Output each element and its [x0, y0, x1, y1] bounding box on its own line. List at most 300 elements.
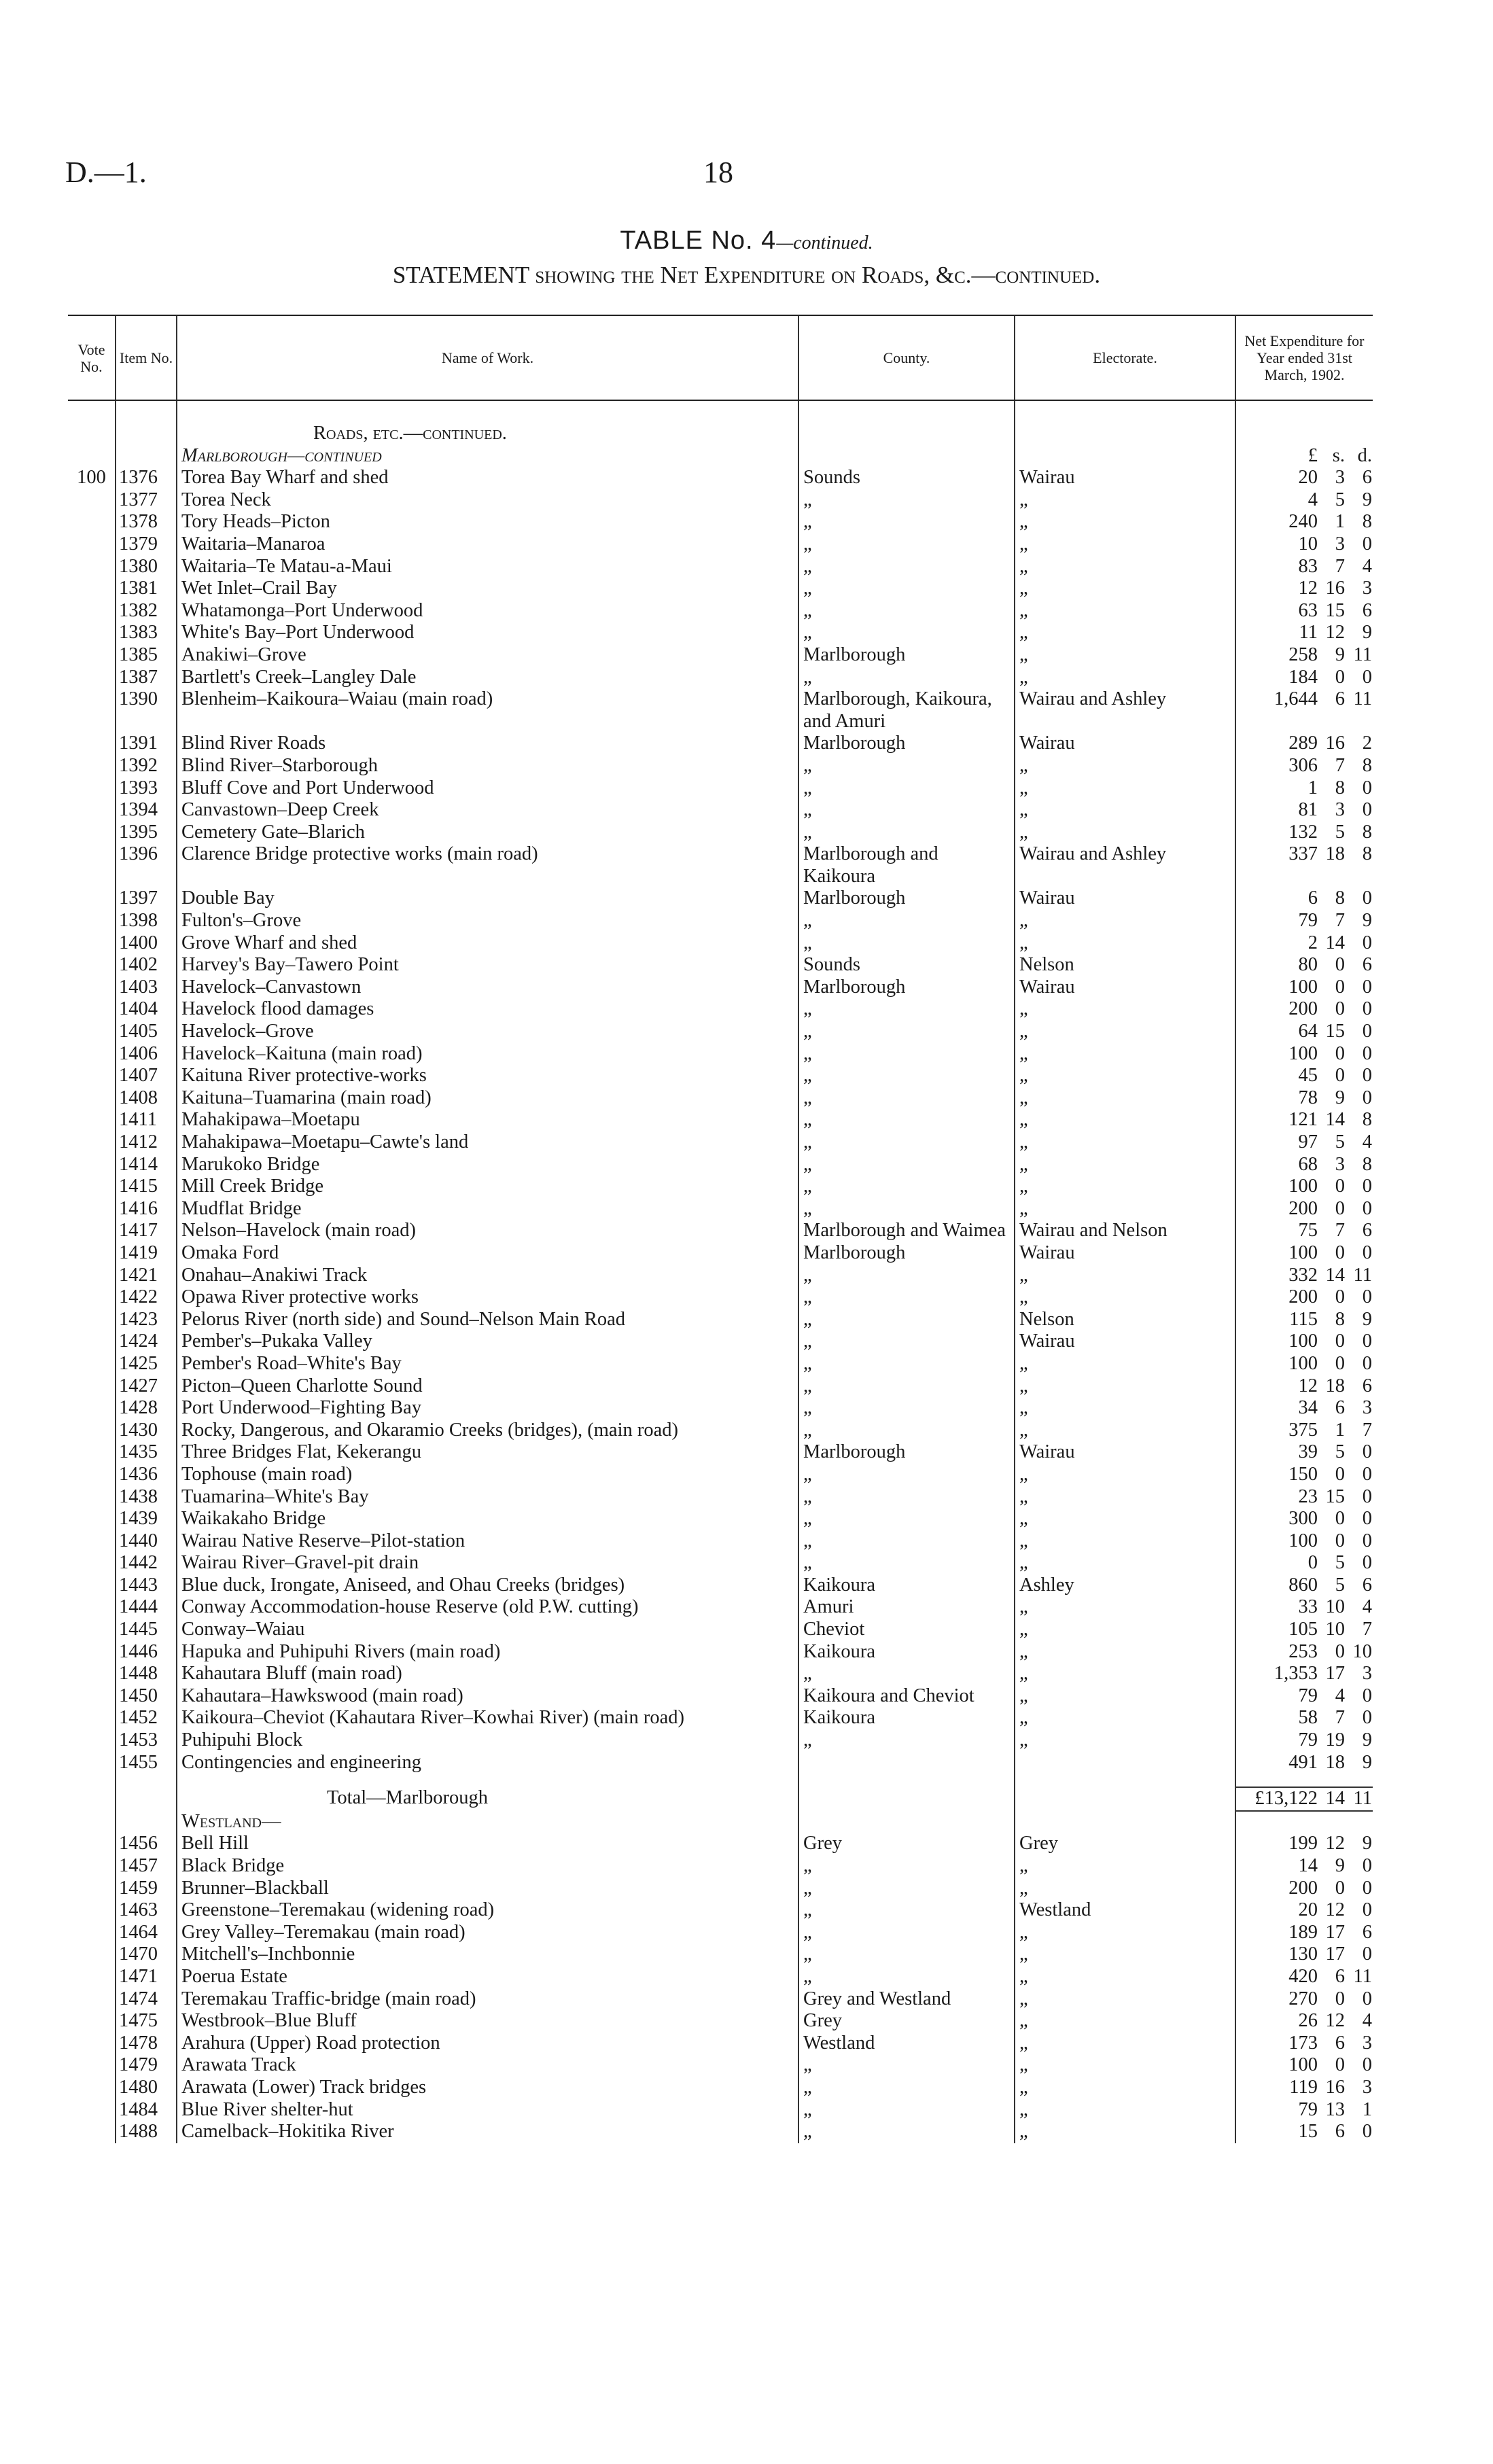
county-cell: „: [798, 1375, 1015, 1398]
work-name-cell: Wairau Native Reserve–Pilot-station: [177, 1530, 798, 1553]
electorate-cell: Wairau: [1015, 1331, 1235, 1353]
expenditure-cell: [1235, 1943, 1373, 1966]
pence-value: 11: [1353, 1965, 1372, 1987]
table-row: [68, 1265, 1373, 1287]
county-cell: Marlborough and Kaikoura: [798, 843, 1015, 887]
work-name-cell: Anakiwi–Grove: [177, 644, 798, 667]
table-row: [68, 467, 1373, 489]
electorate-cell: „: [1015, 1065, 1235, 1087]
vote-cell: [68, 998, 116, 1021]
county-cell: Kaikoura: [798, 1574, 1015, 1597]
item-number-cell: 1471: [116, 1966, 177, 1988]
shillings-value: 7: [1335, 1707, 1345, 1729]
shillings-value: 18: [1325, 1375, 1345, 1396]
county-cell: „: [798, 910, 1015, 932]
vote-cell: [68, 1087, 116, 1110]
pounds-value: 115: [1289, 1308, 1318, 1330]
work-name-cell: Kaituna River protective-works: [177, 1065, 798, 1087]
vote-cell: [68, 1021, 116, 1043]
shillings-value: 16: [1325, 733, 1345, 754]
county-cell: „: [798, 489, 1015, 512]
pounds-value: 1,644: [1274, 688, 1318, 710]
electorate-cell: „: [1015, 1176, 1235, 1198]
pence-value: 0: [1362, 799, 1372, 821]
pounds-value: 105: [1288, 1619, 1318, 1640]
vote-cell: [68, 954, 116, 976]
pence-value: 0: [1362, 2121, 1372, 2143]
pounds-value: 79: [1298, 2098, 1318, 2120]
expenditure-cell: [1235, 489, 1373, 512]
pounds-value: 11: [1299, 622, 1318, 644]
table-row: [68, 1286, 1373, 1309]
work-name-cell: Puhipuhi Block: [177, 1729, 798, 1752]
electorate-cell: Ashley: [1015, 1574, 1235, 1597]
expenditure-cell: [1235, 467, 1373, 489]
county-cell: „: [798, 1131, 1015, 1154]
electorate-cell: „: [1015, 1943, 1235, 1966]
pence-value: 9: [1362, 1751, 1372, 1773]
vote-cell: [68, 1685, 116, 1708]
pence-value: 8: [1362, 511, 1372, 533]
pence-value: 0: [1362, 1530, 1372, 1551]
county-cell: „: [798, 1397, 1015, 1420]
expenditure-cell: [1235, 1508, 1373, 1530]
item-number-cell: 1440: [116, 1530, 177, 1553]
pence-value: 0: [1362, 1021, 1372, 1042]
section-heading-roads: Roads, etc.—continued.: [177, 423, 798, 445]
table-row: [68, 2121, 1373, 2143]
pounds-value: 6: [1307, 887, 1318, 909]
pence-value: 3: [1362, 2032, 1372, 2054]
shillings-value: 8: [1335, 777, 1345, 798]
pence-value: 9: [1362, 489, 1372, 510]
work-name-cell: Omaka Ford: [177, 1242, 798, 1265]
electorate-cell: Wairau and Ashley: [1015, 688, 1235, 733]
item-number-cell: 1416: [116, 1198, 177, 1220]
pence-value: 1: [1362, 2098, 1372, 2120]
table-row: [68, 932, 1373, 955]
item-number-cell: 1398: [116, 910, 177, 932]
expenditure-cell: [1235, 1065, 1373, 1087]
pence-value: 11: [1353, 688, 1372, 710]
pounds-value: 240: [1288, 511, 1318, 533]
shillings-value: 10: [1325, 1596, 1345, 1618]
table-row: [68, 1899, 1373, 1922]
pounds-value: 121: [1288, 1109, 1318, 1131]
table-row: [68, 2010, 1373, 2032]
expenditure-cell: [1235, 1397, 1373, 1420]
shillings-value: 0: [1335, 1877, 1345, 1899]
vote-cell: [68, 1375, 116, 1398]
electorate-cell: Grey: [1015, 1833, 1235, 1855]
pounds-value: 2: [1307, 932, 1318, 953]
work-name-cell: Wet Inlet–Crail Bay: [177, 578, 798, 600]
pence-value: 6: [1362, 599, 1372, 621]
vote-cell: [68, 1641, 116, 1664]
pence-value: 6: [1362, 1220, 1372, 1242]
table-row: [68, 2099, 1373, 2122]
vote-cell: [68, 556, 116, 578]
vote-cell: [68, 533, 116, 556]
expenditure-cell: [1235, 1265, 1373, 1287]
vote-cell: [68, 1420, 116, 1442]
electorate-cell: „: [1015, 644, 1235, 667]
table-row: [68, 1220, 1373, 1242]
electorate-cell: „: [1015, 1663, 1235, 1685]
expenditure-cell: [1235, 578, 1373, 600]
shillings-value: 15: [1325, 599, 1345, 621]
county-cell: „: [798, 600, 1015, 622]
shillings-value: 0: [1335, 1988, 1345, 2009]
item-number-cell: 1397: [116, 887, 177, 910]
pence-value: 0: [1362, 1042, 1372, 1064]
expenditure-cell: [1235, 1988, 1373, 2011]
shillings-value: 5: [1335, 821, 1345, 843]
county-cell: „: [798, 2121, 1015, 2143]
item-number-cell: 1442: [116, 1552, 177, 1574]
expenditure-cell: [1235, 622, 1373, 644]
electorate-cell: Wairau: [1015, 1441, 1235, 1464]
expenditure-cell: [1235, 1109, 1373, 1131]
work-name-cell: Arawata Track: [177, 2054, 798, 2077]
table-row: [68, 1508, 1373, 1530]
expenditure-cell: [1235, 1552, 1373, 1574]
work-name-cell: Torea Neck: [177, 489, 798, 512]
expenditure-cell: [1235, 822, 1373, 844]
county-cell: Kaikoura: [798, 1707, 1015, 1729]
pounds-value: 132: [1288, 821, 1318, 843]
table-row: [68, 1855, 1373, 1878]
work-name-cell: Kahautara Bluff (main road): [177, 1663, 798, 1685]
expenditure-cell: [1235, 644, 1373, 667]
pence-value: 8: [1362, 843, 1372, 865]
county-cell: „: [798, 2099, 1015, 2122]
work-name-cell: Kahautara–Hawkswood (main road): [177, 1685, 798, 1708]
pounds-value: 200: [1288, 1877, 1318, 1899]
table-row: [68, 755, 1373, 777]
expenditure-cell: [1235, 1464, 1373, 1486]
table-row: [68, 511, 1373, 533]
shillings-value: 15: [1325, 1485, 1345, 1507]
pence-value: 0: [1362, 1685, 1372, 1706]
section-heading-westland: Westland—: [177, 1811, 798, 1833]
work-name-cell: Nelson–Havelock (main road): [177, 1220, 798, 1242]
item-number-cell: 1391: [116, 733, 177, 755]
county-cell: „: [798, 1486, 1015, 1509]
item-number-cell: 1417: [116, 1220, 177, 1242]
county-cell: Marlborough: [798, 976, 1015, 999]
expenditure-table: [68, 315, 1373, 2143]
pounds-value: 79: [1298, 910, 1318, 932]
expenditure-cell: [1235, 2054, 1373, 2077]
work-name-cell: Torea Bay Wharf and shed: [177, 467, 798, 489]
vote-cell: [68, 578, 116, 600]
pence-value: 6: [1362, 954, 1372, 976]
vote-cell: [68, 2121, 116, 2143]
table-row: [68, 1641, 1373, 1664]
table-row: [68, 777, 1373, 800]
pounds-value: 58: [1298, 1707, 1318, 1729]
shillings-value: 14: [1325, 1109, 1345, 1131]
shillings-value: 0: [1335, 1176, 1345, 1197]
page-number: 18: [703, 156, 733, 189]
vote-cell: [68, 1663, 116, 1685]
pounds-value: 26: [1298, 2010, 1318, 2032]
work-name-cell: Camelback–Hokitika River: [177, 2121, 798, 2143]
pounds-value: 64: [1298, 1021, 1318, 1042]
table-row: [68, 1087, 1373, 1110]
electorate-cell: „: [1015, 1154, 1235, 1176]
county-cell: „: [798, 755, 1015, 777]
work-name-cell: Arawata (Lower) Track bridges: [177, 2077, 798, 2099]
vote-cell: 100: [77, 467, 106, 489]
table-row: [68, 843, 1373, 887]
pounds-value: 184: [1288, 666, 1318, 688]
county-cell: „: [798, 1043, 1015, 1066]
electorate-cell: „: [1015, 1420, 1235, 1442]
pounds-value: 130: [1288, 1943, 1318, 1965]
shillings-value: 0: [1335, 1463, 1345, 1485]
county-cell: „: [798, 932, 1015, 955]
shillings-value: 6: [1335, 2032, 1345, 2054]
shillings-value: 12: [1325, 622, 1345, 644]
pounds-value: 253: [1288, 1640, 1318, 1662]
county-cell: Marlborough: [798, 887, 1015, 910]
vote-cell: [68, 910, 116, 932]
expenditure-cell: [1235, 1833, 1373, 1855]
pounds-value: 15: [1298, 2121, 1318, 2143]
vote-cell: [68, 1855, 116, 1878]
item-number-cell: 1430: [116, 1420, 177, 1442]
work-name-cell: Whatamonga–Port Underwood: [177, 600, 798, 622]
work-name-cell: Tophouse (main road): [177, 1464, 798, 1486]
shillings-value: 6: [1335, 2121, 1345, 2143]
county-cell: Cheviot: [798, 1619, 1015, 1641]
work-name-cell: Cemetery Gate–Blarich: [177, 822, 798, 844]
item-number-cell: 1422: [116, 1286, 177, 1309]
pounds-value: 100: [1288, 976, 1318, 998]
table-row: [68, 1375, 1373, 1398]
item-number-cell: 1450: [116, 1685, 177, 1708]
table-row: [68, 1574, 1373, 1597]
work-name-cell: Havelock flood damages: [177, 998, 798, 1021]
pence-value: 8: [1362, 1153, 1372, 1175]
table-row: [68, 2077, 1373, 2099]
shillings-value: 9: [1335, 1855, 1345, 1876]
electorate-cell: „: [1015, 1198, 1235, 1220]
item-number-cell: 1480: [116, 2077, 177, 2099]
pounds-value: 200: [1288, 1197, 1318, 1219]
shillings-value: 0: [1335, 1530, 1345, 1551]
table-row: [68, 1729, 1373, 1752]
expenditure-cell: [1235, 1286, 1373, 1309]
shillings-value: 6: [1335, 688, 1345, 710]
pence-value: 0: [1362, 932, 1372, 953]
work-name-cell: Fulton's–Grove: [177, 910, 798, 932]
county-cell: „: [798, 511, 1015, 533]
county-cell: Marlborough and Waimea: [798, 1220, 1015, 1242]
shillings-value: 0: [1335, 1042, 1345, 1064]
shillings-value: 0: [1335, 1352, 1345, 1374]
pounds-value: 200: [1288, 1286, 1318, 1308]
vote-cell: [68, 489, 116, 512]
work-name-cell: Grey Valley–Teremakau (main road): [177, 1922, 798, 1944]
work-name-cell: Rocky, Dangerous, and Okaramio Creeks (bridges), (main road): [177, 1420, 798, 1442]
col-header-expenditure: Net Expenditure for Year ended 31st March, 1902.: [1235, 315, 1373, 400]
shillings-value: 3: [1335, 799, 1345, 821]
table-row: [68, 1109, 1373, 1131]
vote-cell: [68, 1552, 116, 1574]
vote-cell: [68, 1988, 116, 2011]
county-cell: „: [798, 1198, 1015, 1220]
shillings-value: 6: [1335, 1965, 1345, 1987]
vote-cell: [68, 777, 116, 800]
table-row: [68, 1752, 1373, 1774]
pounds-value: 12: [1298, 1375, 1318, 1396]
pounds-value: 75: [1298, 1220, 1318, 1242]
county-cell: „: [798, 1663, 1015, 1685]
county-cell: „: [798, 1331, 1015, 1353]
table-row: [68, 1154, 1373, 1176]
vote-cell: [68, 644, 116, 667]
electorate-cell: Wairau: [1015, 467, 1235, 489]
shillings-value: 0: [1335, 1640, 1345, 1662]
pounds-value: 860: [1288, 1574, 1318, 1596]
expenditure-cell: [1235, 1353, 1373, 1375]
county-cell: „: [798, 822, 1015, 844]
total-row-marlborough: [68, 1787, 1373, 1811]
work-name-cell: Arahura (Upper) Road protection: [177, 2032, 798, 2055]
work-name-cell: Havelock–Grove: [177, 1021, 798, 1043]
shillings-value: 7: [1335, 1220, 1345, 1242]
electorate-cell: „: [1015, 1619, 1235, 1641]
electorate-cell: „: [1015, 1878, 1235, 1900]
work-name-cell: Blenheim–Kaikoura–Waiau (main road): [177, 688, 798, 733]
vote-cell: [68, 976, 116, 999]
electorate-cell: „: [1015, 1641, 1235, 1664]
pence-value: 0: [1362, 1286, 1372, 1308]
col-header-county: County.: [798, 315, 1015, 400]
county-cell: „: [798, 998, 1015, 1021]
county-cell: „: [798, 1899, 1015, 1922]
electorate-cell: „: [1015, 1353, 1235, 1375]
expenditure-cell: [1235, 733, 1373, 755]
vote-cell: [68, 600, 116, 622]
electorate-cell: „: [1015, 777, 1235, 800]
electorate-cell: „: [1015, 1265, 1235, 1287]
item-number-cell: 1378: [116, 511, 177, 533]
item-number-cell: 1406: [116, 1043, 177, 1066]
work-name-cell: Marukoko Bridge: [177, 1154, 798, 1176]
expenditure-cell: [1235, 777, 1373, 800]
item-number-cell: 1421: [116, 1265, 177, 1287]
shillings-value: 10: [1325, 1619, 1345, 1640]
table-row: [68, 1131, 1373, 1154]
work-name-cell: Teremakau Traffic-bridge (main road): [177, 1988, 798, 2011]
item-number-cell: 1390: [116, 688, 177, 733]
work-name-cell: Tory Heads–Picton: [177, 511, 798, 533]
table-row: [68, 622, 1373, 644]
work-name-cell: Poerua Estate: [177, 1966, 798, 1988]
vote-cell: [68, 2032, 116, 2055]
expenditure-cell: [1235, 1087, 1373, 1110]
work-name-cell: Bell Hill: [177, 1833, 798, 1855]
shillings-value: 5: [1335, 1441, 1345, 1463]
pounds-value: 289: [1288, 733, 1318, 754]
work-name-cell: Kaituna–Tuamarina (main road): [177, 1087, 798, 1110]
pounds-value: 83: [1298, 555, 1318, 577]
work-name-cell: Conway–Waiau: [177, 1619, 798, 1641]
pounds-value: 337: [1288, 843, 1318, 865]
county-cell: „: [798, 1420, 1015, 1442]
vote-cell: [68, 932, 116, 955]
shillings-value: 9: [1335, 644, 1345, 665]
expenditure-cell: [1235, 2032, 1373, 2055]
table-row: [68, 644, 1373, 667]
col-header-item: Item No.: [116, 315, 177, 400]
shillings-value: 7: [1335, 910, 1345, 932]
pence-value: 0: [1362, 666, 1372, 688]
vote-cell: [68, 1878, 116, 1900]
pounds-value: 173: [1288, 2032, 1318, 2054]
pounds-value: 10: [1298, 533, 1318, 555]
electorate-cell: „: [1015, 1021, 1235, 1043]
pence-value: 9: [1362, 622, 1372, 644]
electorate-cell: Wairau: [1015, 887, 1235, 910]
table-row: [68, 1530, 1373, 1553]
pence-value: 0: [1362, 1552, 1372, 1574]
county-cell: „: [798, 1729, 1015, 1752]
county-cell: „: [798, 1943, 1015, 1966]
item-number-cell: 1470: [116, 1943, 177, 1966]
electorate-cell: Wairau and Ashley: [1015, 843, 1235, 887]
county-cell: „: [798, 1855, 1015, 1878]
table-row: [68, 533, 1373, 556]
work-name-cell: Blue duck, Irongate, Aniseed, and Ohau Creeks (bridges): [177, 1574, 798, 1597]
total-label: Total—Marlborough: [177, 1787, 798, 1811]
table-row: [68, 799, 1373, 822]
shillings-value: 8: [1335, 887, 1345, 909]
table-row: [68, 1309, 1373, 1331]
pounds-value: 97: [1298, 1131, 1318, 1152]
item-number-cell: 1427: [116, 1375, 177, 1398]
county-cell: Marlborough, Kaikoura, and Amuri: [798, 688, 1015, 733]
vote-cell: [68, 1286, 116, 1309]
pounds-value: 375: [1288, 1419, 1318, 1441]
pence-value: 4: [1362, 1596, 1372, 1618]
item-number-cell: 1459: [116, 1878, 177, 1900]
expenditure-cell: [1235, 2099, 1373, 2122]
statement-title: STATEMENT showing the Net Expenditure on Roads, &c.—continued.: [392, 262, 1101, 288]
vote-cell: [68, 2077, 116, 2099]
expenditure-cell: [1235, 600, 1373, 622]
shillings-value: 12: [1325, 1833, 1345, 1854]
work-name-cell: Tuamarina–White's Bay: [177, 1486, 798, 1509]
shillings-value: 0: [1335, 1197, 1345, 1219]
county-cell: „: [798, 667, 1015, 689]
county-cell: [798, 1752, 1015, 1774]
vote-cell: [68, 1353, 116, 1375]
table-row: [68, 1685, 1373, 1708]
table-row: [68, 600, 1373, 622]
expenditure-cell: [1235, 1198, 1373, 1220]
shillings-value: 6: [1335, 1397, 1345, 1419]
work-name-cell: Opawa River protective works: [177, 1286, 798, 1309]
item-number-cell: 1412: [116, 1131, 177, 1154]
pence-value: 0: [1362, 976, 1372, 998]
electorate-cell: [1015, 1752, 1235, 1774]
table-row: [68, 1833, 1373, 1855]
